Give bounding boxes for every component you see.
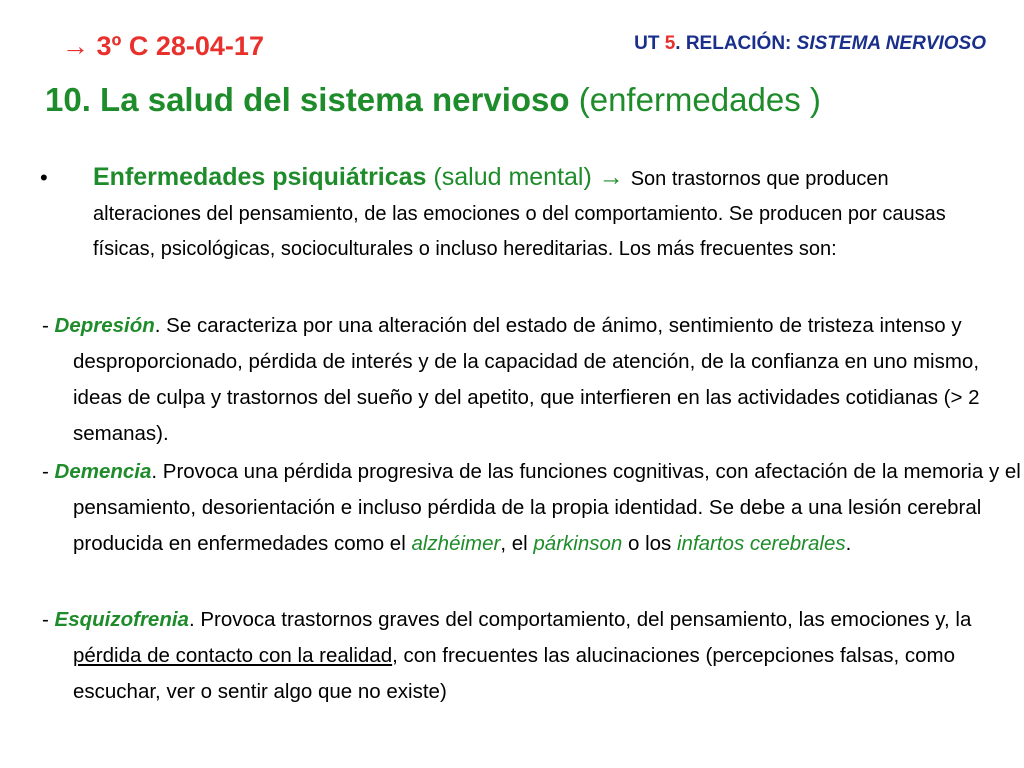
item-body: . Provoca trastornos graves del comportamiento, del pensamiento, las emociones y, la xyxy=(188,608,972,631)
item-dash: - xyxy=(42,460,55,483)
bullet-icon: • xyxy=(40,165,48,190)
section-title-normal: (enfermedades ) xyxy=(569,81,821,118)
sep: o los xyxy=(622,532,677,555)
date-note: → 3º C 28-04-17 xyxy=(62,31,264,61)
intro-heading: Enfermedades psiquiátricas xyxy=(93,163,427,191)
section-title xyxy=(45,78,821,122)
example-infartos: infartos cerebrales xyxy=(676,532,846,555)
intro-heading-sub: (salud mental) → xyxy=(426,163,631,191)
item-esquizofrenia xyxy=(42,602,1023,710)
intro-paragraph xyxy=(40,160,1000,267)
item-body: . Se caracteriza por una alteración del estado de ánimo, sentimiento de tristeza intenso y desproporcionado, pérdida de interés y de la capacidad de atención, de la confianza en uno mismo, ideas de culpa y trastornos del sueño y del apetito, que interfieren en las actividades cotidianas (> 2 semanas). xyxy=(73,314,980,445)
item-label: Esquizofrenia xyxy=(54,608,189,631)
sep: , el xyxy=(500,532,534,555)
item-demencia xyxy=(42,454,1023,562)
intro-body: Son trastornos que producen alteraciones del pensamiento, de las emociones o del comportamiento. Se producen por causas físicas, psicológicas, socioculturales o incluso hereditarias. Los más frecuentes son: xyxy=(93,168,946,260)
item-depresion xyxy=(42,308,1023,452)
item-label: Demencia xyxy=(54,460,152,483)
item-dash: - xyxy=(42,314,55,337)
unit-topic: SISTEMA NERVIOSO xyxy=(796,33,986,54)
section-title-bold: 10. La salud del sistema nervioso xyxy=(45,81,570,118)
underlined-phrase: pérdida de contacto con la realidad xyxy=(73,644,393,667)
item-body-end: , con frecuentes las alucinaciones (percepciones falsas, como escuchar, ver o sentir algo que no existe) xyxy=(73,644,956,703)
item-body: . Provoca una pérdida progresiva de las funciones cognitivas, con afectación de la memoria y el pensamiento, desorientación e incluso pérdida de la propia identidad. Se debe a una lesión cerebral producida en enfermedades como el xyxy=(73,460,1021,555)
unit-number: 5 xyxy=(664,33,676,54)
example-alzheimer: alzhéimer xyxy=(411,532,501,555)
end: . xyxy=(845,532,852,555)
item-label: Depresión xyxy=(54,314,155,337)
unit-mid: . RELACIÓN: xyxy=(675,33,797,54)
item-dash: - xyxy=(42,608,55,631)
example-parkinson: párkinson xyxy=(533,532,623,555)
unit-header xyxy=(634,33,986,55)
unit-prefix: UT xyxy=(634,33,665,54)
